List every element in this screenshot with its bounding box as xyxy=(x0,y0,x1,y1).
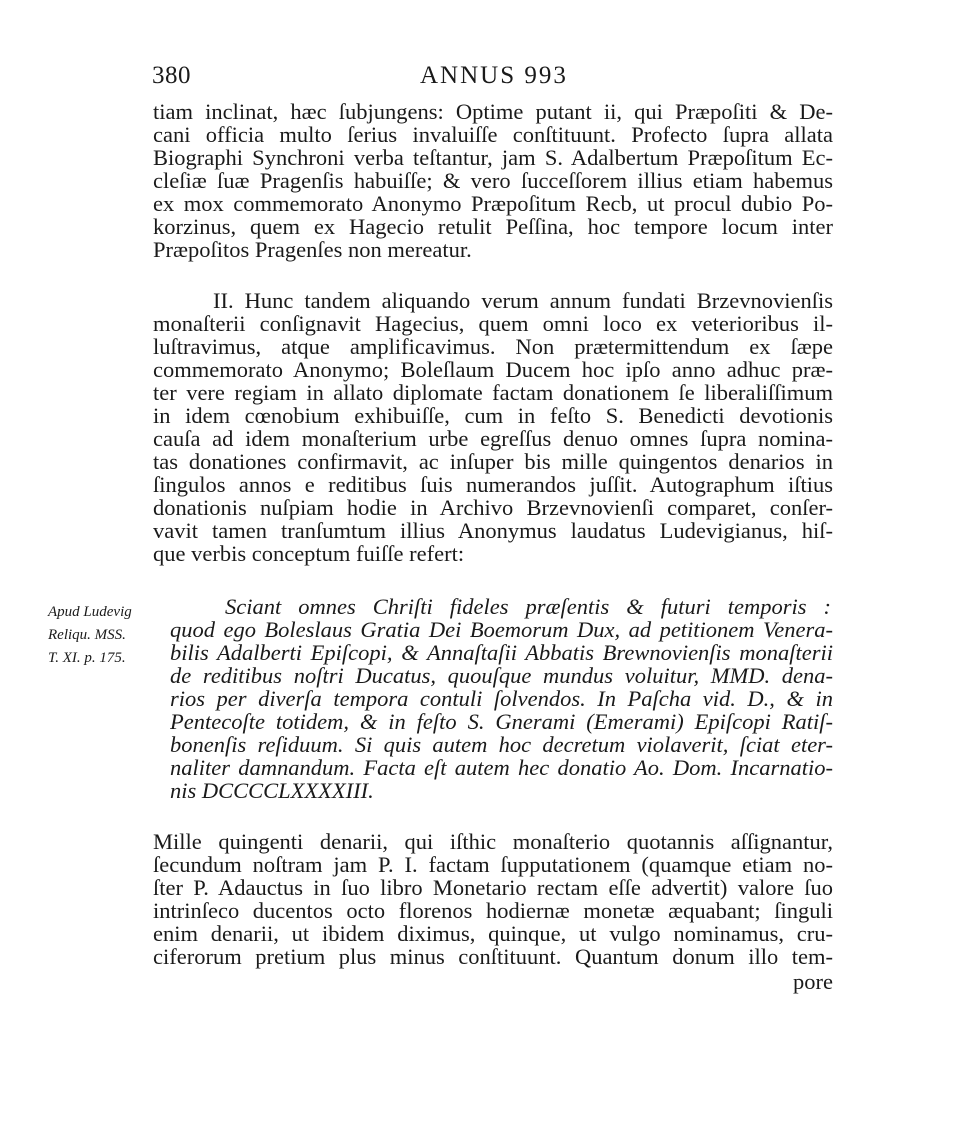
text-line: donationis nuſpiam hodie in Archivo Brzevnovienſi comparet, conſer- xyxy=(153,495,833,520)
text-line: monaſterii conſignavit Hagecius, quem omni loco ex veterioribus il- xyxy=(153,311,833,336)
page-header xyxy=(0,62,960,102)
paragraph-start: II. Hunc tandem aliquando verum annum fundati Brzevnovienſis xyxy=(213,288,833,313)
text-line: ter vere regiam in allato diplomate factam donationem ſe liberaliſſimum xyxy=(153,380,833,405)
text-line: ex mox commemorato Anonymo Præpoſitum Recb, ut procul dubio Po- xyxy=(153,191,833,216)
quote-line: nis DCCCCLXXXXIII. xyxy=(170,778,374,803)
text-line: korzinus, quem ex Hagecio retulit Peſſina, hoc tempore locum inter xyxy=(153,214,833,239)
text-line: tas donationes confirmavit, ac inſuper bis mille quingentos denarios in xyxy=(153,449,833,474)
text-line: ſter P. Adauctus in ſuo libro Monetario rectam eſſe advertit) valore ſuo xyxy=(153,875,833,900)
page-number: 380 xyxy=(152,62,191,89)
text-line: cani officia multo ſerius invaluiſſe conſtituunt. Profecto ſupra allata xyxy=(153,122,833,147)
text-line: in idem cœnobium exhibuiſſe, cum in feſto S. Benedicti devotionis xyxy=(153,403,833,428)
margin-note-line: Apud Ludevig xyxy=(48,604,132,620)
text-line: commemorato Anonymo; Boleſlaum Ducem hoc ipſo anno adhuc præ- xyxy=(153,357,833,382)
quote-line: bilis Adalberti Epiſcopi, & Annaſtaſii Abbatis Brewnovienſis monaſterii xyxy=(170,640,833,665)
margin-note-line: T. XI. p. 175. xyxy=(48,650,126,666)
text-line: cleſiæ ſuæ Pragenſis habuiſſe; & vero ſucceſſorem illius etiam habemus xyxy=(153,168,833,193)
quote-line: naliter damnandum. Facta eſt autem hec donatio Ao. Dom. Incarnatio- xyxy=(170,755,833,780)
text-line: Mille quingenti denarii, qui iſthic monaſterio quotannis aſſignantur, xyxy=(153,829,833,854)
catchword: pore xyxy=(793,969,833,994)
text-line: ſingulos annos e reditibus ſuis numerandos juſſit. Autographum iſtius xyxy=(153,472,833,497)
text-line: que verbis conceptum fuiſſe refert: xyxy=(153,541,465,566)
text-line: cauſa ad idem monaſterium urbe egreſſus denuo omnes ſupra nomina- xyxy=(153,426,833,451)
quote-line: quod ego Boleslaus Gratia Dei Boemorum Dux, ad petitionem Venera- xyxy=(170,617,833,642)
quote-line: bonenſis reſiduum. Si quis autem hoc decretum violaverit, ſciat eter- xyxy=(170,732,833,757)
quote-line: Sciant omnes Chriſti fideles præſentis & futuri temporis : xyxy=(225,594,831,619)
text-line: intrinſeco ducentos octo florenos hodiernæ monetæ æquabant; ſinguli xyxy=(153,898,833,923)
text-line: ciferorum pretium plus minus conſtituunt. Quantum donum illo tem- xyxy=(153,944,833,969)
text-line: tiam inclinat, hæc ſubjungens: Optime putant ii, qui Præpoſiti & De- xyxy=(153,99,833,124)
quote-line: Pentecoſte totidem, & in feſto S. Gnerami (Emerami) Epiſcopi Ratiſ- xyxy=(170,709,833,734)
text-line: luſtravimus, atque amplificavimus. Non prætermittendum ex ſæpe xyxy=(153,334,833,359)
quote-line: rios per diverſa tempora contuli ſolvendos. In Paſcha vid. D., & in xyxy=(170,686,833,711)
margin-note-line: Reliqu. MSS. xyxy=(48,627,126,643)
text-line: Præpoſitos Pragenſes non mereatur. xyxy=(153,237,472,262)
text-line: vavit tamen tranſumtum illius Anonymus laudatus Ludevigianus, hiſ- xyxy=(153,518,833,543)
text-line: Biographi Synchroni verba teſtantur, jam S. Adalbertum Præpoſitum Ec- xyxy=(153,145,833,170)
text-line: ſecundum noſtram jam P. I. factam ſupputationem (quamque etiam no- xyxy=(153,852,833,877)
running-head: ANNUS 993 xyxy=(420,62,568,89)
quote-line: de reditibus noſtri Ducatus, quouſque mundus voluitur, MMD. dena- xyxy=(170,663,833,688)
text-line: enim denarii, ut ibidem diximus, quinque, ut vulgo nominamus, cru- xyxy=(153,921,833,946)
